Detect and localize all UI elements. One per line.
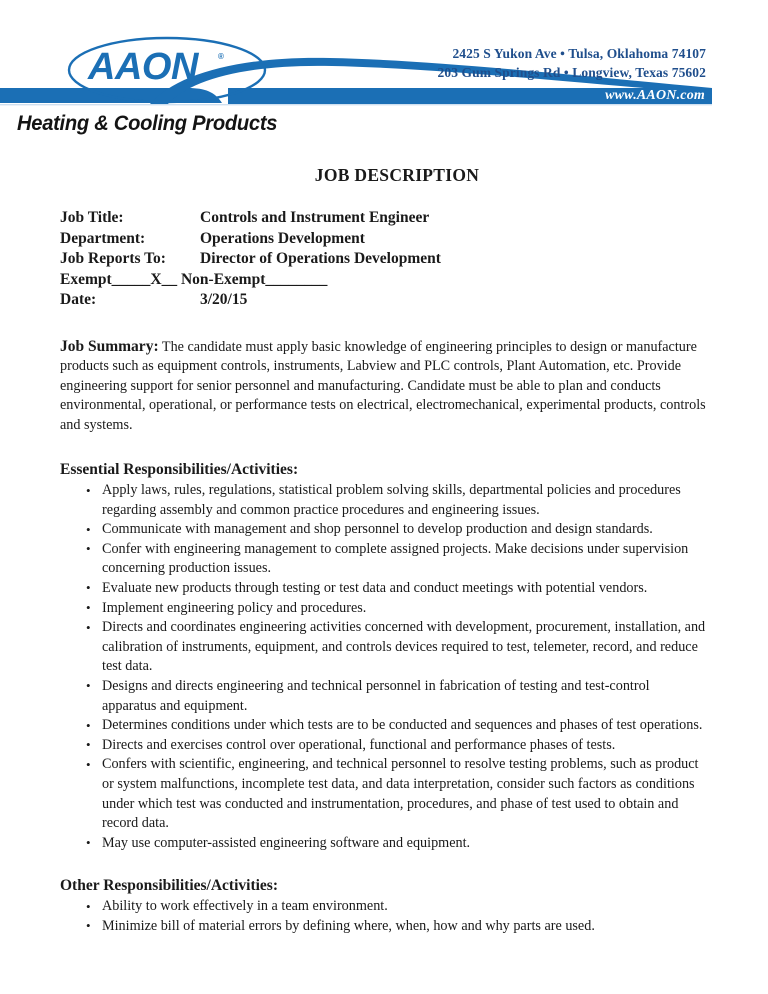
list-item: • Evaluate new products through testing or test data and conduct meetings with potential vendors.	[60, 579, 706, 599]
essential-responsibilities-heading: Essential Responsibilities/Activities:	[60, 461, 299, 478]
list-item: • Ability to work effectively in a team environment.	[60, 897, 706, 917]
list-item: • May use computer-assisted engineering software and equipment.	[60, 834, 706, 854]
other-responsibilities-list	[60, 897, 706, 936]
letterhead	[0, 0, 768, 148]
exempt-status-value: Exempt_____X__ Non-Exempt________	[60, 270, 328, 288]
job-summary-heading: Job Summary:	[60, 337, 159, 355]
field-department	[60, 229, 706, 250]
list-item: • Directs and exercises control over operational, functional and performance phases of tests.	[60, 736, 706, 756]
essential-responsibilities-list	[60, 481, 706, 853]
field-label: Date:	[60, 291, 97, 308]
page-title: JOB DESCRIPTION	[314, 165, 480, 185]
job-summary-paragraph	[60, 337, 706, 436]
field-exempt-status	[60, 270, 706, 291]
job-summary-text: The candidate must apply basic knowledge of engineering principles to design or manufacture products such as equipment controls, instruments, Labview and PLC controls, Plant Automation, etc. Provide engineering support for senior personnel and manufacturing. Candidate must be able to plan and conducts environmental, operational, or performance tests on electrical, electromechanical, experimental products, controls and systems.	[60, 338, 706, 433]
field-value: 3/20/15	[200, 291, 248, 308]
list-item: • Minimize bill of material errors by defining where, when, how and why parts are used.	[60, 917, 706, 937]
list-item: • Determines conditions under which tests are to be conducted and sequences and phases of test operations.	[60, 716, 706, 736]
field-value: Director of Operations Development	[200, 250, 441, 267]
field-job-reports-to	[60, 249, 706, 270]
field-date	[60, 290, 706, 311]
company-address	[438, 44, 707, 82]
field-label: Job Title:	[60, 209, 124, 226]
list-item: • Directs and coordinates engineering activities concerned with development, procurement, installation, and calibration of instruments, equipment, and controls devices required to test, telemeter, record, and reduce test data.	[60, 618, 706, 677]
list-item: • Communicate with management and shop personnel to develop production and design standards.	[60, 520, 706, 540]
aaon-logo-wordmark: AAON	[88, 46, 198, 88]
registered-trademark-icon: ®	[218, 52, 224, 61]
field-job-title	[60, 208, 706, 229]
document-body	[0, 165, 768, 936]
list-item: • Apply laws, rules, regulations, statistical problem solving skills, departmental policies and procedures regarding assembly and common practice procedures and engineering issues.	[60, 481, 706, 520]
company-tagline: Heating & Cooling Products	[17, 112, 278, 135]
list-item: • Confers with scientific, engineering, and technical personnel to resolve testing problems, such as product or system malfunctions, incomplete test data, and data interpretation, consider such factors as conditions under which test was conducted and instrumentation, procedures, and phase of test used to obtain and record data.	[60, 755, 706, 833]
company-website: www.AAON.com	[605, 88, 705, 103]
field-label: Job Reports To:	[60, 250, 166, 267]
list-item: • Designs and directs engineering and technical personnel in fabrication of testing and test-control apparatus and equipment.	[60, 677, 706, 716]
address-line-tulsa: 2425 S Yukon Ave • Tulsa, Oklahoma 74107	[452, 46, 706, 61]
list-item: • Confer with engineering management to complete assigned projects. Make decisions under supervision concerning production issues.	[60, 540, 706, 579]
list-item: • Implement engineering policy and procedures.	[60, 599, 706, 619]
field-value: Controls and Instrument Engineer	[200, 209, 430, 226]
other-responsibilities-heading: Other Responsibilities/Activities:	[60, 877, 278, 895]
address-line-longview: 203 Gum Springs Rd • Longview, Texas 75602	[437, 65, 706, 80]
field-label: Department:	[60, 229, 146, 247]
job-meta-fields	[60, 208, 706, 311]
field-value: Operations Development	[200, 229, 365, 247]
